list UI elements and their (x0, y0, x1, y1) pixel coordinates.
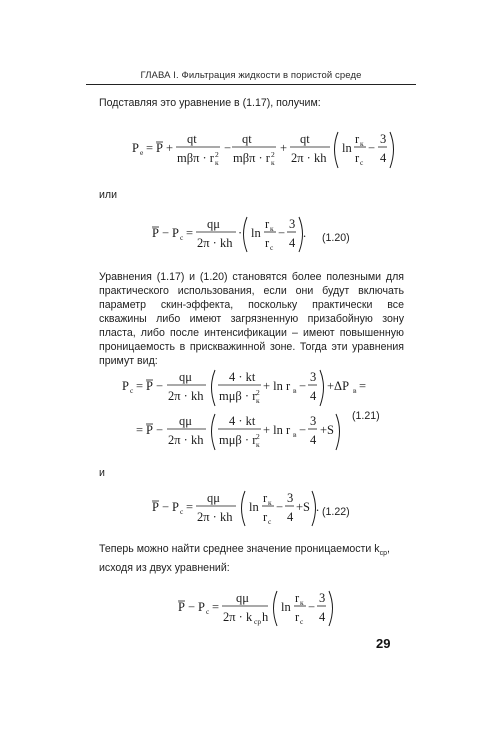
svg-text:3: 3 (319, 591, 326, 605)
svg-text:−: − (308, 600, 316, 614)
svg-text:+: + (166, 141, 174, 155)
page-number: 29 (376, 636, 391, 651)
svg-text:3: 3 (310, 414, 317, 428)
svg-text:P: P (122, 379, 129, 393)
header-divider (86, 84, 416, 85)
svg-text:mβπ · r: mβπ · r (177, 151, 214, 165)
svg-text:+S: +S (320, 423, 335, 437)
svg-text:к: к (256, 440, 260, 449)
svg-text:−: − (224, 141, 232, 155)
svg-text:mβπ · r: mβπ · r (233, 151, 270, 165)
svg-text:−: − (299, 379, 307, 393)
svg-text:P: P (146, 379, 153, 393)
svg-text:с: с (360, 158, 364, 167)
svg-text:в: в (293, 386, 297, 395)
svg-text:3: 3 (289, 217, 296, 231)
permeability-subscript: ср (379, 550, 387, 558)
svg-text:2π · kh: 2π · kh (197, 236, 233, 250)
svg-text:P: P (132, 141, 139, 155)
paragraph-skin-effect: Уравнения (1.17) и (1.20) становятся более полезными для практического использования, если они будут включать параметр скин-эффекта, поскольку практически все скважины либо имеют загрязненную призабойную зону пласта, либо после интенсификации – имеют повышенную проницаемость в прискважинной зоне. Тогда эти уравнения примут вид: (99, 271, 404, 367)
equation-number-1-20: (1.20) (322, 232, 350, 244)
svg-text:=: = (212, 600, 220, 614)
svg-text:r: r (355, 132, 360, 146)
svg-text:qμ: qμ (179, 370, 192, 384)
svg-text:к: к (270, 224, 274, 233)
svg-text:с: с (300, 617, 304, 626)
svg-text:r: r (265, 236, 270, 250)
svg-text:+: + (280, 141, 288, 155)
svg-text:qμ: qμ (236, 591, 249, 605)
svg-text:=: = (186, 226, 194, 240)
svg-text:P: P (146, 423, 153, 437)
svg-text:2π · k: 2π · k (223, 610, 253, 624)
svg-text:−: − (368, 141, 376, 155)
svg-text:=: = (136, 423, 144, 437)
svg-text:.: . (316, 500, 320, 514)
paragraph-average-permeability-text: Теперь можно найти среднее значение проницаемости k (99, 543, 380, 555)
equation-number-1-22: (1.22) (322, 506, 350, 518)
svg-text:ср: ср (254, 617, 262, 626)
svg-text:e: e (140, 148, 144, 157)
svg-text:ln: ln (249, 500, 259, 514)
paragraph-or: или (99, 189, 118, 201)
svg-text:с: с (180, 233, 184, 242)
svg-text:P: P (172, 500, 179, 514)
svg-text:P: P (198, 600, 205, 614)
svg-text:ln: ln (281, 600, 291, 614)
svg-text:+S: +S (296, 500, 311, 514)
svg-text:к: к (300, 598, 304, 607)
svg-text:к: к (256, 396, 260, 405)
svg-text:+ΔP: +ΔP (327, 379, 350, 393)
svg-text:qμ: qμ (207, 491, 220, 505)
svg-text:−: − (162, 500, 170, 514)
paragraph-average-permeability-line2: исходя из двух уравнений: (99, 562, 230, 575)
paragraph-intro: Подставляя это уравнение в (1.17), получим: (99, 97, 321, 109)
equation-pressure-expression (130, 126, 387, 176)
svg-text:3: 3 (310, 370, 317, 384)
svg-text:2π · kh: 2π · kh (291, 151, 327, 165)
svg-text:2π · kh: 2π · kh (168, 389, 204, 403)
svg-text:3: 3 (287, 491, 294, 505)
svg-text:P: P (156, 141, 163, 155)
svg-text:+ ln r: + ln r (263, 379, 291, 393)
svg-text:к: к (360, 139, 364, 148)
svg-text:2π · kh: 2π · kh (197, 510, 233, 524)
svg-text:3: 3 (380, 132, 387, 146)
svg-text:−: − (188, 600, 196, 614)
equation-1-20 (150, 214, 307, 260)
svg-text:4: 4 (310, 389, 317, 403)
svg-text:=: = (186, 500, 194, 514)
svg-text:4 · kt: 4 · kt (229, 370, 256, 384)
svg-text:с: с (268, 517, 272, 526)
svg-text:2: 2 (256, 388, 260, 397)
svg-text:qμ: qμ (179, 414, 192, 428)
svg-text:mμβ · r: mμβ · r (219, 433, 257, 447)
svg-text:2: 2 (256, 432, 260, 441)
svg-text:=: = (146, 141, 154, 155)
svg-text:r: r (263, 510, 268, 524)
svg-text:−: − (276, 500, 284, 514)
svg-text:в: в (293, 430, 297, 439)
svg-text:4: 4 (310, 433, 317, 447)
svg-text:4: 4 (319, 610, 326, 624)
svg-text:4: 4 (289, 236, 296, 250)
svg-text:ln: ln (342, 141, 352, 155)
paragraph-average-permeability (99, 542, 404, 575)
svg-text:2: 2 (215, 150, 219, 159)
running-header: ГЛАВА I. Фильтрация жидкости в пористой среде (140, 70, 362, 81)
svg-text:mμβ · r: mμβ · r (219, 389, 257, 403)
svg-text:4 · kt: 4 · kt (229, 414, 256, 428)
svg-text:qt: qt (187, 132, 197, 146)
svg-text:r: r (265, 217, 270, 231)
svg-text:P: P (152, 500, 159, 514)
svg-text:qt: qt (300, 132, 310, 146)
svg-text:с: с (130, 386, 134, 395)
svg-text:с: с (270, 243, 274, 252)
svg-text:к: к (215, 158, 219, 167)
equation-number-1-21: (1.21) (352, 410, 380, 422)
paragraph-average-permeability-comma: , (386, 543, 390, 555)
svg-text:P: P (152, 226, 159, 240)
svg-text:qμ: qμ (207, 217, 220, 231)
svg-text:r: r (355, 151, 360, 165)
paragraph-and: и (99, 467, 105, 479)
svg-text:r: r (263, 491, 268, 505)
svg-text:=: = (136, 379, 144, 393)
svg-text:−: − (299, 423, 307, 437)
svg-text:−: − (162, 226, 170, 240)
svg-text:с: с (180, 507, 184, 516)
svg-text:4: 4 (287, 510, 294, 524)
svg-text:.: . (303, 226, 307, 240)
svg-text:r: r (295, 591, 300, 605)
svg-text:−: − (156, 423, 164, 437)
svg-text:с: с (206, 607, 210, 616)
svg-text:ln: ln (251, 226, 261, 240)
svg-text:в: в (353, 386, 357, 395)
svg-text:4: 4 (380, 151, 387, 165)
svg-text:qt: qt (242, 132, 252, 146)
svg-text:к: к (271, 158, 275, 167)
svg-text:P: P (172, 226, 179, 240)
svg-text:2π · kh: 2π · kh (168, 433, 204, 447)
svg-text:к: к (268, 498, 272, 507)
svg-text:+ ln r: + ln r (263, 423, 291, 437)
svg-text:h: h (262, 610, 269, 624)
svg-text:−: − (156, 379, 164, 393)
svg-text:−: − (278, 226, 286, 240)
svg-text:=: = (359, 379, 367, 393)
svg-text:P: P (178, 600, 185, 614)
svg-text:2: 2 (271, 150, 275, 159)
equation-1-22 (150, 488, 320, 534)
svg-text:r: r (295, 610, 300, 624)
equation-average-permeability (176, 588, 336, 634)
svg-text:·: · (238, 226, 243, 240)
